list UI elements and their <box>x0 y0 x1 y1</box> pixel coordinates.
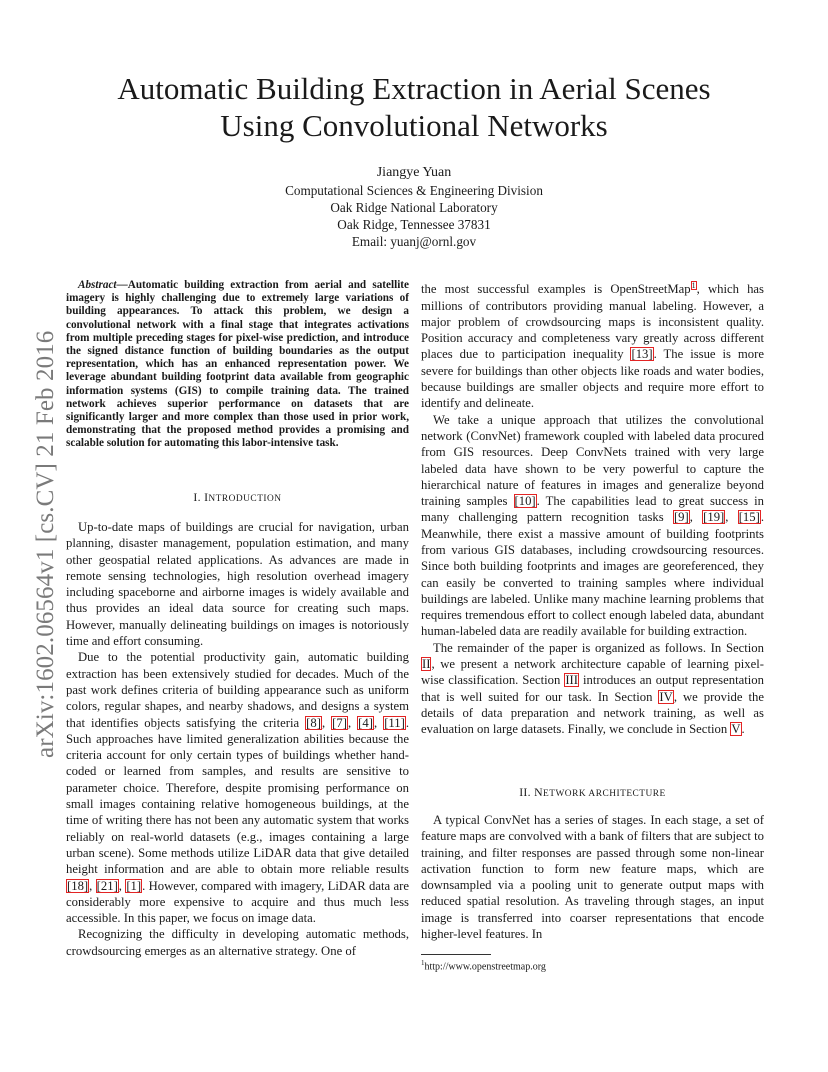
section-link-2[interactable]: II <box>422 657 431 672</box>
intro-paragraph-2: Due to the potential productivity gain, automatic building extraction has been extensively studied for decades. Much of the past work defines criteria of building appearance such as uniform colors, regular shapes, and nearby shadows, and designs a system that identifies objects satisfying the criteria [8], [7], [4], [11]. Such approaches have limited generalization abilities because the criteria account for only certain types of buildings whether hand-coded or learned from samples, and results are sensitive to parameter choice. Therefore, despite promising performance on small images containing relative homogeneous buildings, at the time of writing there has not been any automatic system that works reliably on real-world datasets (e.g., images containing a large urban scene). Some methods utilize LiDAR data that give detailed height information and are able to obtain more reliable results [18], [21], [1]. However, compared with imagery, LiDAR data are considerably more expensive to acquire and thus much less accessible. In this paper, we focus on image data. <box>66 650 410 926</box>
section-link-3[interactable]: III <box>565 673 579 688</box>
right-paragraph-3: The remainder of the paper is organized as follows. In Section II, we present a network architecture capable of learning pixel-wise classification. Section III introduces an output representation that is well suited for our task. In Section IV, we provide the details of data preparation and network training, as well as evaluation on large datasets. Finally, we conclude in Section V. <box>421 640 764 737</box>
left-column <box>66 279 409 451</box>
right-paragraph-1: the most successful examples is OpenStreetMap$^1$, which has millions of contributors providing manual labeling. However, a major problem of crowdsourcing maps is inconsistent quality. Position accuracy and completeness vary greatly across different places due to participation inequality [13]. The issue is more severe for buildings than other objects like roads and water bodies, because buildings are smaller objects and require more effort to identify and delineate. <box>421 281 764 411</box>
citation-10[interactable]: [10] <box>514 494 536 509</box>
abstract-label: Abstract <box>78 279 117 291</box>
citation-7[interactable]: [7] <box>332 715 347 730</box>
citation-15[interactable]: [15] <box>738 510 760 525</box>
abstract-text: —Automatic building extraction from aerial and satellite imagery is highly challenging due to extremely large variations of building appearances. To attack this problem, we design a convolutional network with a final stage that integrates activations from multiple preceding stages for pixel-wise prediction, and introduce the signed distance function of building boundaries as the output representation, which has an enhanced representation power. We leverage abundant building footprint data available from geographic information systems (GIS) to compile training data. The trained network achieves superior performance on datasets that are significantly larger and more complex than those used in prior work, demonstrating that the proposed method provides a promising and scalable solution for automating this labor-intensive task. <box>66 279 409 450</box>
citation-19[interactable]: [19] <box>703 510 725 525</box>
title-line-1: Automatic Building Extraction in Aerial Scenes <box>117 71 711 106</box>
author-lab: Oak Ridge National Laboratory <box>330 200 498 215</box>
architecture-paragraph-1: A typical ConvNet has a series of stages. In each stage, a set of feature maps are convolved with a bank of filters that are subject to training, and filter responses are passed through some non-linear activation function to form new feature maps, which are downsampled via a pooling unit to generate output maps with reduced spatial resolution. As traveling through stages, an input image is transferred into coarser representations that encode higher-level features. In <box>421 813 764 942</box>
footnote: $^1$http://www.openstreetmap.org <box>421 959 546 973</box>
abstract <box>66 279 409 451</box>
right-paragraph-2: We take a unique approach that utilizes the convolutional network (ConvNet) framework coupled with labeled data procured from GIS resources. Deep ConvNets trained with very large labeled data have shown to be very powerful to capture the hierarchical nature of features in images and generalize beyond training samples [10]. The capabilities lead to great success in many challenging pattern recognition tasks [9], [19], [15]. Meanwhile, there exist a massive amount of building footprints from various GIS databases, including crowdsourcing resources. Since both building footprints and images are georeferenced, they can easily be converted to training samples where individual buildings are labeled. Unlike many machine learning problems that requires tremendous effort to collect enough labeled data, abundant human-labeled data are readily available for building extraction. <box>421 412 764 639</box>
title-line-2: Using Convolutional Networks <box>220 108 608 143</box>
section-link-5[interactable]: V <box>731 722 741 737</box>
footnote-rule <box>421 954 491 955</box>
footnote-url[interactable]: http://www.openstreetmap.org <box>424 961 546 973</box>
introduction-body <box>66 519 409 959</box>
citation-21[interactable]: [21] <box>96 878 118 893</box>
section-link-4[interactable]: IV <box>659 689 673 704</box>
citation-11[interactable]: [11] <box>384 715 405 730</box>
author-division: Computational Sciences & Engineering Division <box>285 183 543 198</box>
network-architecture-body <box>421 812 764 942</box>
paper-title <box>0 70 828 144</box>
arxiv-identifier: arXiv:1602.06564v1 [cs.CV] 21 Feb 2016 <box>32 330 59 758</box>
citation-13[interactable]: [13] <box>631 347 653 362</box>
section-heading-introduction: I. INTRODUCTION <box>193 490 282 504</box>
author-name: Jiangye Yuan <box>376 165 452 180</box>
citation-8[interactable]: [8] <box>306 715 321 730</box>
footnote-marker[interactable]: 1 <box>691 281 696 290</box>
citation-18[interactable]: [18] <box>67 878 89 893</box>
right-column <box>421 278 764 738</box>
citation-1[interactable]: [1] <box>126 878 142 893</box>
section-heading-network-architecture: II. NETWORK ARCHITECTURE <box>519 785 666 799</box>
citation-4[interactable]: [4] <box>358 715 373 730</box>
author-address: Oak Ridge, Tennessee 37831 <box>337 217 491 232</box>
citation-9[interactable]: [9] <box>673 510 689 525</box>
intro-paragraph-1: Up-to-date maps of buildings are crucial for navigation, urban planning, disaster management, population estimation, and many other geospatial related applications. As advances are made in remote sensing technologies, high resolution overhead imagery including spaceborne and airborne images is widely available and thus provides an ideal data source for creating such maps. However, manually delineating buildings on images is notoriously time and effort consuming. <box>66 520 409 649</box>
intro-paragraph-3: Recognizing the difficulty in developing automatic methods, crowdsourcing emerges as an alternative strategy. One of <box>66 927 409 958</box>
author-email[interactable]: Email: yuanj@ornl.gov <box>351 234 477 249</box>
